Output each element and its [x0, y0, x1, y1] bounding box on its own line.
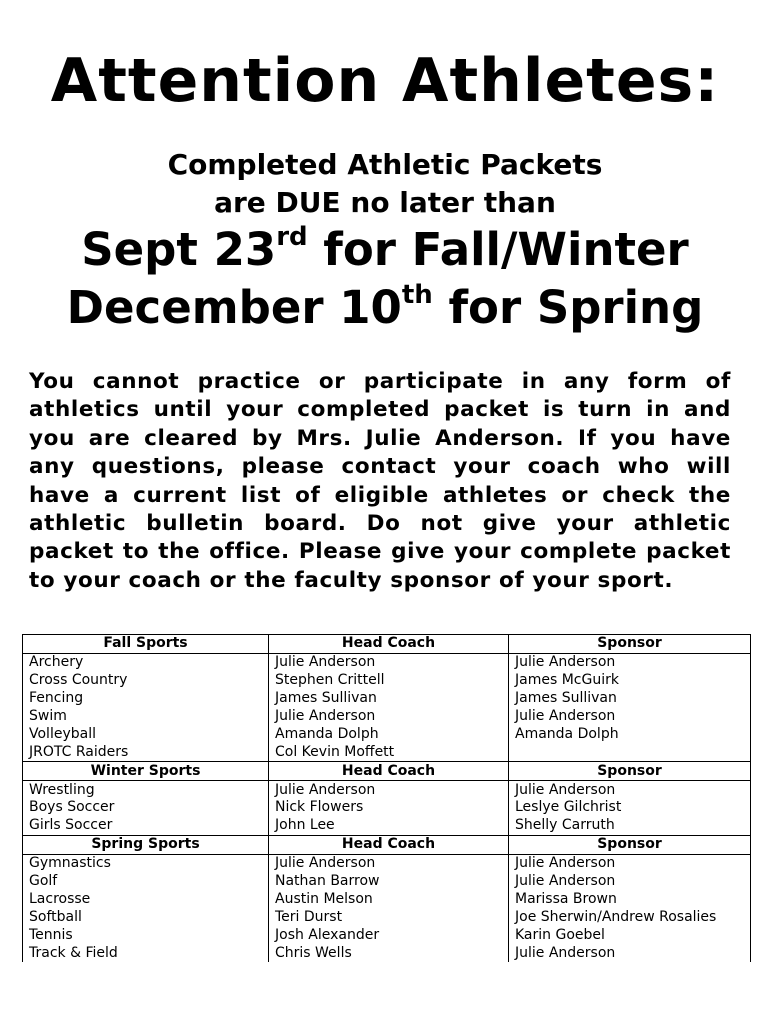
table-row	[23, 690, 751, 708]
sport-cell: Fencing	[23, 690, 269, 708]
table-row	[23, 926, 751, 944]
sport-cell: Girls Soccer	[23, 817, 269, 835]
coach-cell: Julie Anderson	[269, 781, 509, 799]
deadline-spring	[0, 280, 770, 336]
deadline-date: December 10	[66, 281, 402, 334]
sponsor-cell: Julie Anderson	[509, 653, 751, 671]
coach-cell: Amanda Dolph	[269, 725, 509, 743]
coach-cell: Julie Anderson	[269, 708, 509, 726]
deadline-fall-winter	[0, 222, 770, 278]
section-header-row	[23, 835, 751, 854]
table-row	[23, 653, 751, 671]
deadline-season: for Spring	[432, 281, 704, 334]
subheading-line-2: are DUE no later than	[214, 186, 556, 219]
coach-cell: Josh Alexander	[269, 926, 509, 944]
sponsor-cell: Leslye Gilchrist	[509, 799, 751, 817]
sponsor-cell: Julie Anderson	[509, 873, 751, 891]
table-row	[23, 799, 751, 817]
table-row	[23, 781, 751, 799]
sponsor-cell: Julie Anderson	[509, 781, 751, 799]
table-row	[23, 908, 751, 926]
sponsor-cell: Joe Sherwin/Andrew Rosalies	[509, 908, 751, 926]
coach-cell: Stephen Crittell	[269, 672, 509, 690]
sport-cell: Boys Soccer	[23, 799, 269, 817]
coach-cell: Teri Durst	[269, 908, 509, 926]
page-title: Attention Athletes:	[50, 46, 720, 116]
coach-column-header: Head Coach	[269, 835, 509, 854]
sport-cell: Swim	[23, 708, 269, 726]
sponsor-cell: Julie Anderson	[509, 944, 751, 962]
instructions-paragraph: You cannot practice or participate in any form of athletics until your completed packet is turn in and you are cleared by Mrs. Julie Anderson. If you have any questions, please contact your coach who will have a current list of eligible athletes or check the athletic bulletin board. Do not give your athletic packet to the office. Please give your complete packet to your coach or the faculty sponsor of your sport.	[29, 369, 731, 593]
coach-cell: Chris Wells	[269, 944, 509, 962]
sport-cell: Tennis	[23, 926, 269, 944]
coach-cell: Julie Anderson	[269, 854, 509, 872]
sport-cell: Volleyball	[23, 725, 269, 743]
deadline-date: Sept 23	[81, 223, 277, 276]
coach-cell: Nathan Barrow	[269, 873, 509, 891]
sport-cell: Archery	[23, 653, 269, 671]
sport-cell: Gymnastics	[23, 854, 269, 872]
deadline-season: for Fall/Winter	[307, 223, 689, 276]
sponsor-cell: Marissa Brown	[509, 890, 751, 908]
sponsor-cell: James Sullivan	[509, 690, 751, 708]
sponsor-cell: Julie Anderson	[509, 854, 751, 872]
sports-coach-table	[22, 634, 751, 962]
subheading-line-1: Completed Athletic Packets	[167, 148, 603, 181]
sponsor-column-header: Sponsor	[509, 835, 751, 854]
sport-cell: Wrestling	[23, 781, 269, 799]
coach-cell: John Lee	[269, 817, 509, 835]
sponsor-cell: Amanda Dolph	[509, 725, 751, 743]
table-row	[23, 890, 751, 908]
sport-column-header: Fall Sports	[23, 635, 269, 654]
table-row	[23, 743, 751, 761]
sports-table-body	[23, 635, 751, 963]
sponsor-cell: Julie Anderson	[509, 708, 751, 726]
sport-column-header: Winter Sports	[23, 762, 269, 781]
table-row	[23, 854, 751, 872]
sport-cell: Softball	[23, 908, 269, 926]
sport-cell: Lacrosse	[23, 890, 269, 908]
coach-cell: Julie Anderson	[269, 653, 509, 671]
coach-cell: Austin Melson	[269, 890, 509, 908]
sponsor-cell: James McGuirk	[509, 672, 751, 690]
coach-cell: Nick Flowers	[269, 799, 509, 817]
deadline-suffix: rd	[276, 222, 308, 252]
sport-cell: Golf	[23, 873, 269, 891]
sport-cell: JROTC Raiders	[23, 743, 269, 761]
coach-column-header: Head Coach	[269, 635, 509, 654]
table-row	[23, 944, 751, 962]
sponsor-cell: Karin Goebel	[509, 926, 751, 944]
sport-cell: Cross Country	[23, 672, 269, 690]
sponsor-cell	[509, 743, 751, 761]
table-row	[23, 672, 751, 690]
table-row	[23, 817, 751, 835]
sponsor-column-header: Sponsor	[509, 635, 751, 654]
section-header-row	[23, 762, 751, 781]
sponsor-cell: Shelly Carruth	[509, 817, 751, 835]
coach-column-header: Head Coach	[269, 762, 509, 781]
sponsor-column-header: Sponsor	[509, 762, 751, 781]
deadline-suffix: th	[401, 280, 433, 310]
table-row	[23, 725, 751, 743]
sport-cell: Track & Field	[23, 944, 269, 962]
table-row	[23, 708, 751, 726]
coach-cell: James Sullivan	[269, 690, 509, 708]
table-row	[23, 873, 751, 891]
sport-column-header: Spring Sports	[23, 835, 269, 854]
section-header-row	[23, 635, 751, 654]
coach-cell: Col Kevin Moffett	[269, 743, 509, 761]
